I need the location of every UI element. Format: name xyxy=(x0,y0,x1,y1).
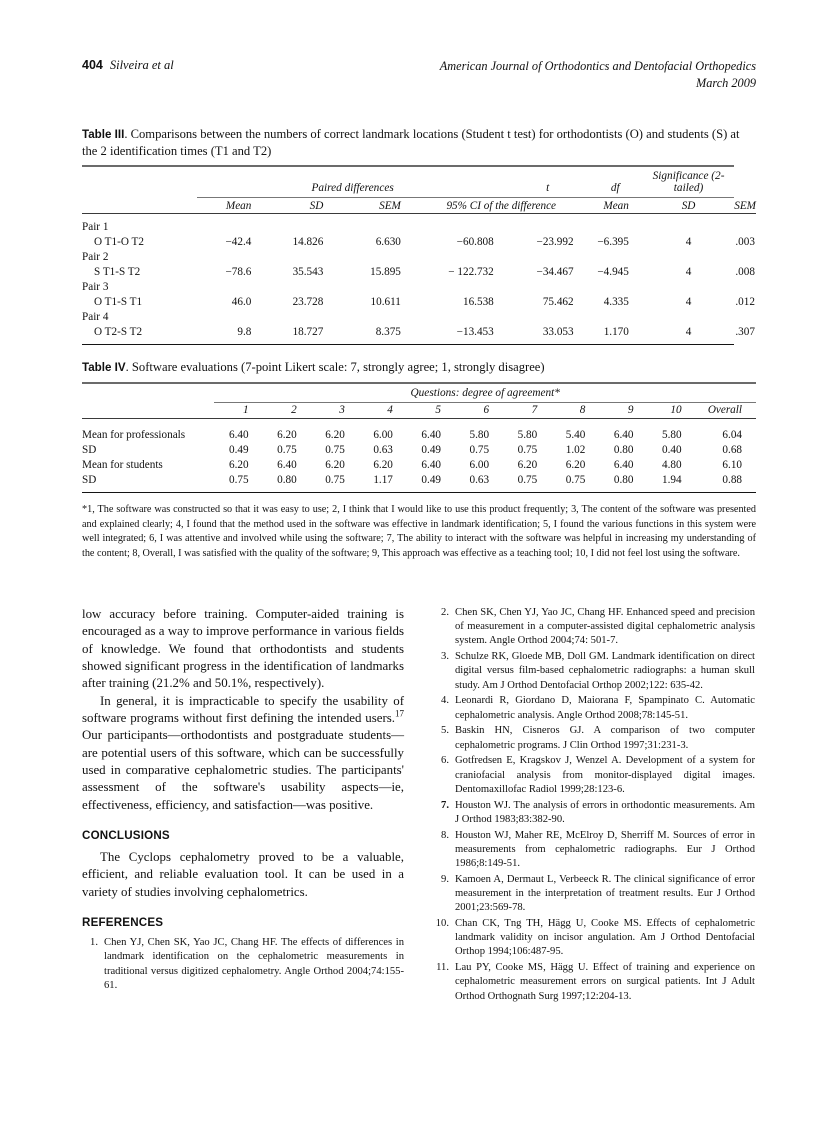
table-4-cell: 6.20 xyxy=(325,428,345,441)
table-3-cell-df: 4 xyxy=(685,295,692,308)
table-4-cell: 0.75 xyxy=(325,443,345,456)
table-4-cell: 0.63 xyxy=(373,443,393,456)
table-row xyxy=(82,424,756,443)
table-3-cell-sd: 23.728 xyxy=(292,295,324,308)
table-3-cell-df: 4 xyxy=(685,235,692,248)
table-3-cell-ci-low: −60.808 xyxy=(456,235,494,248)
table-4-col-2: 2 xyxy=(263,402,311,418)
table-3-group-header-row xyxy=(82,170,756,198)
table-3-cell-sem: 15.895 xyxy=(370,265,401,278)
reference-list-right xyxy=(433,606,755,1004)
list-item xyxy=(433,829,755,872)
running-head-right xyxy=(440,58,756,91)
reference-number: 2. xyxy=(441,607,449,618)
table-3 xyxy=(82,165,756,348)
table-4-col-7: 7 xyxy=(503,402,551,418)
table-3-cell-mean: −78.6 xyxy=(225,265,252,278)
table-4-col-3: 3 xyxy=(311,402,359,418)
table-4-block xyxy=(82,359,756,561)
table-3-group-df: df xyxy=(588,170,643,198)
table-4-col-9: 9 xyxy=(599,402,647,418)
table-row xyxy=(82,309,756,324)
table-4-row-label: SD xyxy=(82,443,97,456)
table-3-cell-ci-low: 16.538 xyxy=(462,295,494,308)
reference-text: Houston WJ. The analysis of errors in orthodontic measurements. Am J Orthod 1983;83:382-90. xyxy=(455,799,755,825)
table-3-cell-sem: 8.375 xyxy=(375,325,401,338)
table-row xyxy=(82,457,756,472)
table-4-cell: 0.75 xyxy=(277,443,297,456)
list-item xyxy=(433,650,755,693)
table-3-cell-ci-low: − 122.732 xyxy=(448,265,494,278)
table-row xyxy=(82,264,756,279)
table-4-cell: 0.75 xyxy=(517,443,538,456)
table-3-cell-ci-low: −13.453 xyxy=(456,325,494,338)
table-4-cell: 0.63 xyxy=(469,473,490,486)
table-3-caption xyxy=(82,126,756,159)
list-item xyxy=(433,606,755,649)
table-4-col-5: 5 xyxy=(407,402,455,418)
table-3-group-label: Pair 3 xyxy=(82,280,109,293)
paragraph-discussion-2-pre: In general, it is impracticable to specify the usability of software programs without first defining the intended users. xyxy=(82,693,404,726)
table-3-row-label: O T1-S T1 xyxy=(94,295,143,308)
table-4-row-label: Mean for students xyxy=(82,458,163,471)
list-item xyxy=(433,917,755,960)
table-4-cell: 0.80 xyxy=(277,473,297,486)
table-4-cell: 6.20 xyxy=(517,458,538,471)
list-item xyxy=(433,961,755,1004)
table-4-group-questions: Questions: degree of agreement* xyxy=(214,387,756,403)
table-3-col-ci: 95% CI of the difference xyxy=(415,198,588,214)
reference-number: 3. xyxy=(441,651,449,663)
reference-number: 1. xyxy=(90,937,98,949)
table-3-col-sig-sem: SEM xyxy=(734,199,756,212)
table-3-cell-mean: 46.0 xyxy=(231,295,252,308)
table-3-cell-sig: .008 xyxy=(735,265,755,278)
table-3-cell-sig: .012 xyxy=(735,295,755,308)
right-column xyxy=(433,606,755,1005)
table-4-cell: 1.02 xyxy=(565,443,586,456)
table-4-cell: 6.40 xyxy=(613,428,634,441)
list-item xyxy=(433,694,755,722)
table-4-col-4: 4 xyxy=(359,402,407,418)
table-3-row-label: O T1-O T2 xyxy=(94,235,144,248)
table-3-cell-sem: 6.630 xyxy=(375,235,401,248)
table-3-cell-ci-high: 75.462 xyxy=(542,295,574,308)
table-4-cell: 0.75 xyxy=(517,473,538,486)
table-row xyxy=(82,442,756,457)
table-4-cell: 0.75 xyxy=(325,473,345,486)
table-row xyxy=(82,219,756,234)
table-row xyxy=(82,294,756,309)
reference-number: 8. xyxy=(441,829,449,841)
table-3-col-t-mean: Mean xyxy=(588,198,643,214)
section-heading-references: REFERENCES xyxy=(82,916,164,930)
table-3-group-paired: Paired differences xyxy=(197,170,507,198)
table-4-col-1: 1 xyxy=(214,402,262,418)
table-4-cell: 6.04 xyxy=(722,428,742,441)
paragraph-conclusions: The Cyclops cephalometry proved to be a valuable, efficient, and reliable evaluation tool. It can be used in a variety of studies involving cephalometrics. xyxy=(82,850,404,899)
table-3-cell-t-mean: −4.945 xyxy=(597,265,629,278)
table-3-cell-sig: .307 xyxy=(735,325,755,338)
reference-text: Kamoen A, Dermaut L, Verbeeck R. The clinical significance of error measurement in the interpretation of treatment results. Eur J Orthod 2001;23:569-78. xyxy=(455,873,755,914)
table-4-group-header-row xyxy=(82,387,756,403)
issue-date: March 2009 xyxy=(696,75,756,90)
table-4-cell: 6.20 xyxy=(373,458,393,471)
reference-text: Chan CK, Tng TH, Hägg U, Cooke MS. Effects of cephalometric landmark validity on incisor angulation. Am J Orthod Dentofacial Orthop 1994;106:487-95. xyxy=(455,917,755,958)
table-3-bottom-rule xyxy=(82,345,756,349)
list-item xyxy=(433,724,755,752)
table-4-cell: 6.20 xyxy=(565,458,586,471)
table-row xyxy=(82,279,756,294)
body-columns xyxy=(82,606,756,1005)
table-4-cell: 6.00 xyxy=(469,458,490,471)
table-3-cell-sd: 18.727 xyxy=(292,325,324,338)
table-4-cell: 6.40 xyxy=(277,458,297,471)
reference-text: Houston WJ, Maher RE, McElroy D, Sherriff M. Sources of error in measurements from cephalometric radiographs. Eur J Orthod 1986;8:149-51. xyxy=(455,829,755,869)
page-number: 404 xyxy=(82,58,103,72)
paragraph-discussion-2-post: Our participants—orthodontists and postgraduate students—are potential users of this software, which can be successfully used in comparative cephalometric studies. The participants' assessment of the software's usability aspects—ie, effectiveness, efficiency, and satisfaction—was positive. xyxy=(82,728,404,812)
reference-number: 7. xyxy=(441,799,449,811)
table-3-cell-sd: 35.543 xyxy=(292,265,324,278)
table-4-cell: 6.20 xyxy=(277,428,297,441)
table-4-cell: 0.40 xyxy=(661,443,682,456)
table-4-col-10: 10 xyxy=(647,402,695,418)
table-3-cell-mean: 9.8 xyxy=(237,325,252,338)
table-3-group-label: Pair 2 xyxy=(82,250,109,263)
table-4-cell: 6.00 xyxy=(373,428,393,441)
citation-ref-17: 17 xyxy=(395,708,404,719)
table-3-cell-t-mean: −6.395 xyxy=(597,235,629,248)
running-head-authors: Silveira et al xyxy=(109,58,174,72)
table-3-cell-sig: .003 xyxy=(735,235,755,248)
table-row xyxy=(82,249,756,264)
table-3-col-sd: SD xyxy=(265,198,337,214)
table-4-row-label: Mean for professionals xyxy=(82,428,186,441)
table-4-bottom-rule xyxy=(82,493,756,497)
table-4-row-label: SD xyxy=(82,473,97,486)
reference-text: Leonardi R, Giordano D, Maiorana F, Spampinato C. Automatic cephalometric analysis. Angle Orthod 2008;78:145-51. xyxy=(455,695,755,721)
table-3-group-label: Pair 4 xyxy=(82,310,109,323)
table-3-cell-ci-high: −23.992 xyxy=(536,235,574,248)
table-3-cell-df: 4 xyxy=(685,265,692,278)
reference-number: 9. xyxy=(441,873,449,885)
list-item xyxy=(433,873,755,916)
table-4 xyxy=(82,382,756,497)
list-item xyxy=(433,799,755,827)
table-3-row-label: O T2-S T2 xyxy=(94,325,143,338)
table-3-col-df-sd: SD xyxy=(643,198,734,214)
table-row xyxy=(82,472,756,487)
table-4-cell: 6.40 xyxy=(613,458,634,471)
reference-list-left xyxy=(82,936,404,993)
table-4-cell: 0.80 xyxy=(613,443,634,456)
table-4-cell: 0.88 xyxy=(722,473,742,486)
table-4-footnote: *1, The software was constructed so that it was easy to use; 2, I think that I would like to use this product frequently; 3, The content of the software was presented and explained clearly; 4, I found that the method used in the software was effective in landmark identification; 5, I found the various functions in this system were well integrated; 6, I was attentive and involved while using the software; 7, The ability to interact with the software was helpful in increasing my understanding of the content; 8, Overall, I was satisfied with the quality of the software; 9, This approach was effective as a teaching tool; 10, I did not feel lost using the software. xyxy=(82,504,756,559)
table-3-caption-text: . Comparisons between the numbers of correct landmark locations (Student t test) for orthodontists (O) and students (S) at the 2 identification times (T1 and T2) xyxy=(82,127,740,158)
table-4-label: Table IV xyxy=(82,361,126,374)
table-3-cell-t-mean: 1.170 xyxy=(603,325,629,338)
table-4-cell: 0.75 xyxy=(228,473,249,486)
reference-number: 5. xyxy=(441,725,449,737)
table-3-column-header-row xyxy=(82,198,756,214)
running-head-left xyxy=(82,58,174,73)
reference-number: 11. xyxy=(436,962,449,974)
table-4-cell: 0.75 xyxy=(565,473,586,486)
reference-text: Lau PY, Cooke MS, Hägg U. Effect of training and experience on cephalometric measurement errors on surgical patients. Int J Adult Orthod Orthognath Surg 1997;12:204-13. xyxy=(455,962,755,1002)
table-4-cell: 6.10 xyxy=(722,458,742,471)
table-4-col-8: 8 xyxy=(551,402,599,418)
reference-text: Gotfredsen E, Kragskov J, Wenzel A. Development of a system for craniofacial analysis from monitor-displayed digital images. Dentomaxillofac Radiol 1999;28:123-6. xyxy=(455,755,755,795)
table-4-cell: 1.17 xyxy=(373,473,393,486)
reference-text: Baskin HN, Cisneros GJ. A comparison of two computer cephalometric programs. J Clin Orthod 1997;31:231-3. xyxy=(455,725,755,751)
table-row xyxy=(82,324,756,339)
table-4-cell: 0.68 xyxy=(722,443,742,456)
table-3-cell-t-mean: 4.335 xyxy=(603,295,629,308)
table-4-caption xyxy=(82,359,756,376)
table-4-cell: 5.80 xyxy=(661,428,682,441)
table-3-cell-ci-high: 33.053 xyxy=(542,325,574,338)
list-item xyxy=(433,754,755,797)
table-4-cell: 5.80 xyxy=(517,428,538,441)
journal-title: American Journal of Orthodontics and Dentofacial Orthopedics xyxy=(439,59,756,73)
table-4-col-overall: Overall xyxy=(696,402,756,418)
table-4-cell: 0.80 xyxy=(613,473,634,486)
table-4-cell: 6.20 xyxy=(228,458,249,471)
table-3-cell-sd: 14.826 xyxy=(292,235,324,248)
table-3-cell-df: 4 xyxy=(685,325,692,338)
table-3-cell-ci-high: −34.467 xyxy=(536,265,574,278)
table-3-col-sem: SEM xyxy=(337,198,415,214)
table-3-group-label: Pair 1 xyxy=(82,220,109,233)
table-4-caption-text: . Software evaluations (7-point Likert scale: 7, strongly agree; 1, strongly disagree) xyxy=(125,360,545,374)
table-4-cell: 4.80 xyxy=(661,458,682,471)
left-column xyxy=(82,606,404,1005)
table-4-cell: 0.49 xyxy=(421,443,441,456)
reference-number: 6. xyxy=(441,755,449,767)
table-4-cell: 0.75 xyxy=(469,443,490,456)
reference-number: 4. xyxy=(441,695,449,707)
table-3-cell-sem: 10.611 xyxy=(370,295,401,308)
table-3-col-mean: Mean xyxy=(197,198,265,214)
table-4-cell: 5.40 xyxy=(565,428,586,441)
table-3-group-sig: Significance (2-tailed) xyxy=(643,170,734,198)
reference-text: Schulze RK, Gloede MB, Doll GM. Landmark identification on direct digital versus film-based cephalometric radiographs: a human skull study. Am J Orthod Dentofacial Orthop 2002;122: 635-42. xyxy=(455,651,755,691)
reference-text: Chen SK, Chen YJ, Yao JC, Chang HF. Enhanced speed and precision of measurement in a computer-assisted digital cephalometric analysis system. Angle Orthod 2004;74: 501-7. xyxy=(455,607,755,647)
table-4-cell: 6.20 xyxy=(325,458,345,471)
table-4-cell: 6.40 xyxy=(421,428,441,441)
list-item xyxy=(82,936,404,993)
reference-text: Chen YJ, Chen SK, Yao JC, Chang HF. The effects of differences in landmark identification on the cephalometric measurements in traditional versus digitized cephalometry. Angle Orthod 2004;74:155-61. xyxy=(104,937,404,991)
table-row xyxy=(82,234,756,249)
table-3-cell-mean: −42.4 xyxy=(225,235,252,248)
section-heading-conclusions: CONCLUSIONS xyxy=(82,829,170,843)
table-4-cell: 6.40 xyxy=(228,428,249,441)
table-3-row-label: S T1-S T2 xyxy=(94,265,141,278)
paragraph-discussion-1: low accuracy before training. Computer-aided training is encouraged as a way to improve performance in various fields of knowledge. We found that orthodontists and students showed significant progress in the identification of landmarks after training (21.2% and 50.1%, respectively). xyxy=(82,607,404,691)
table-4-cell: 6.40 xyxy=(421,458,441,471)
reference-number: 10. xyxy=(435,917,449,929)
paragraph-discussion-2 xyxy=(82,693,404,814)
table-3-block xyxy=(82,126,756,348)
table-4-cell: 1.94 xyxy=(661,473,682,486)
table-4-cell: 0.49 xyxy=(421,473,441,486)
running-head xyxy=(82,58,756,91)
table-4-column-header-row xyxy=(82,402,756,418)
table-4-col-6: 6 xyxy=(455,402,503,418)
table-4-cell: 5.80 xyxy=(469,428,490,441)
table-4-cell: 0.49 xyxy=(228,443,249,456)
table-3-label: Table III xyxy=(82,128,125,141)
table-3-group-t: t xyxy=(508,170,588,198)
